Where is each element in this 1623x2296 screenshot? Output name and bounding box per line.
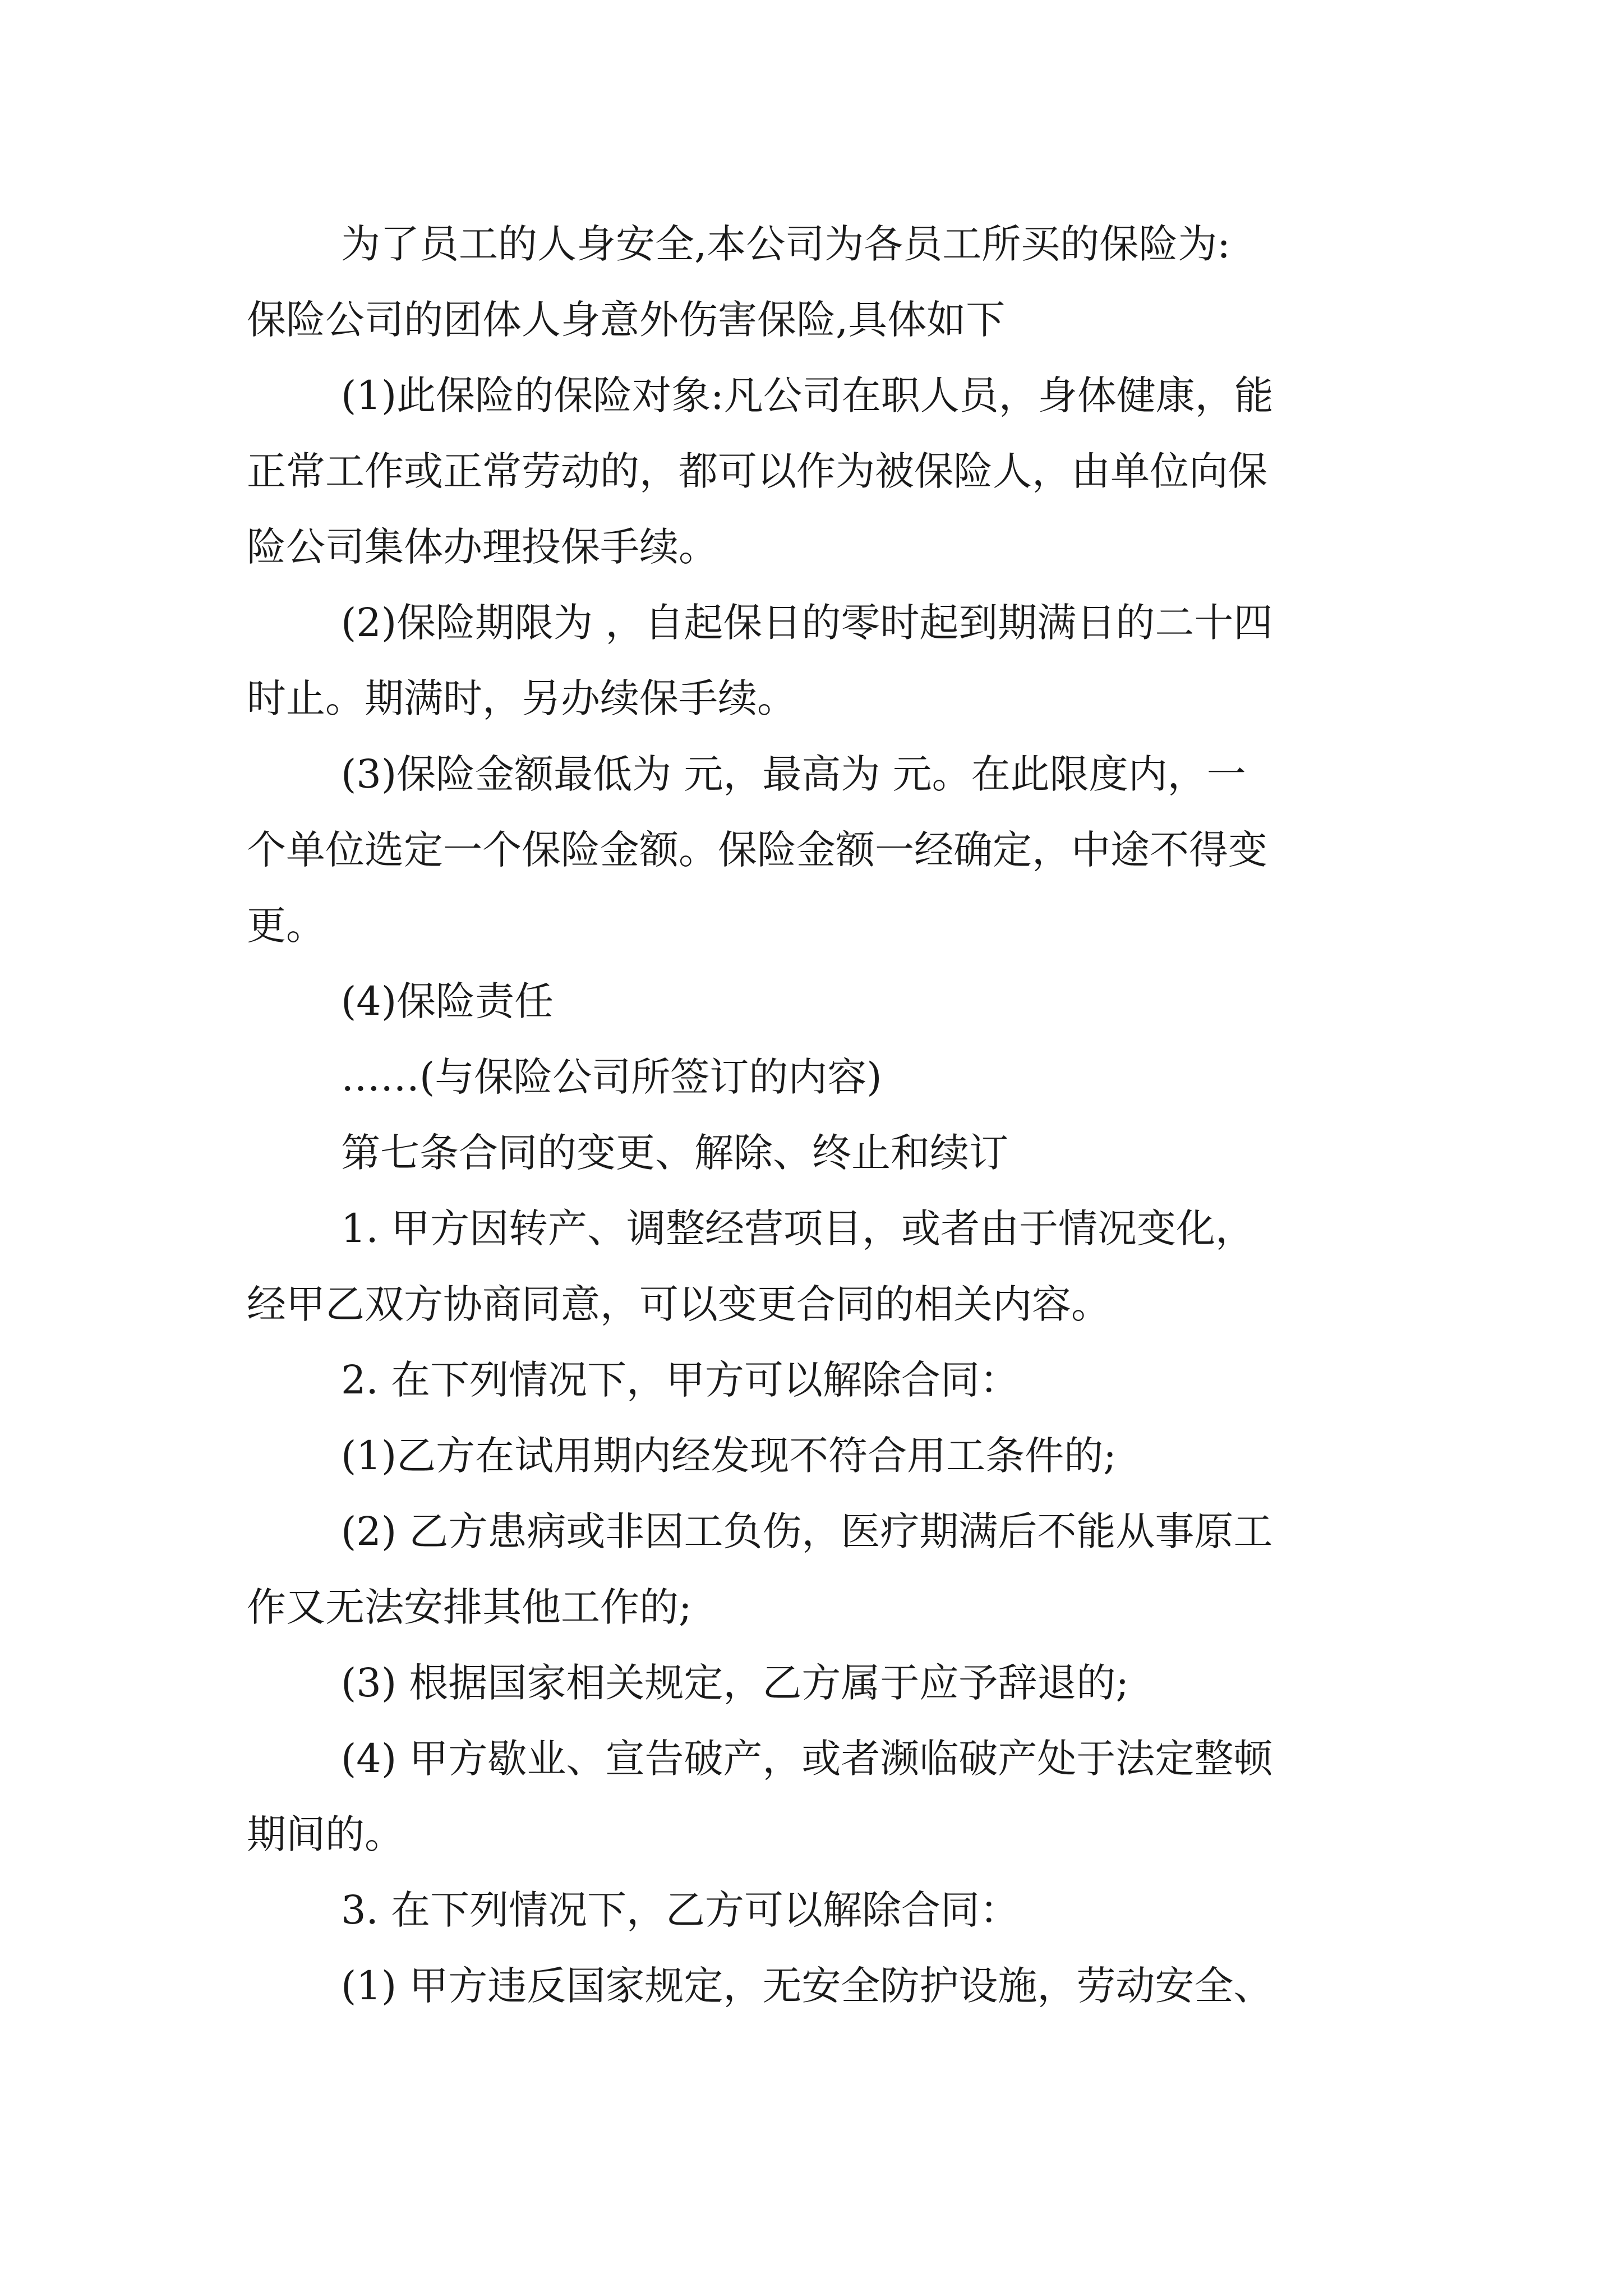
text-line: 作又无法安排其他工作的;	[247, 1584, 692, 1630]
text-line: (3)保险金额最低为 元，最高为 元。在此限度内，一	[341, 751, 1246, 797]
text-line: (2) 乙方患病或非因工负伤，医疗期满后不能从事原工	[341, 1508, 1273, 1554]
text-line: 险公司集体办理投保手续。	[247, 524, 718, 570]
text-line: (4) 甲方歇业、宣告破产，或者濒临破产处于法定整顿	[341, 1736, 1273, 1782]
text-line: 保险公司的团体人身意外伤害保险,具体如下	[247, 297, 1006, 343]
text-line: 更。	[247, 903, 325, 949]
text-line: (1)乙方在试用期内经发现不符合用工条件的;	[341, 1433, 1117, 1479]
text-line: 1. 甲方因转产、调整经营项目，或者由于情况变化，	[341, 1205, 1255, 1251]
text-line: 3. 在下列情况下，乙方可以解除合同：	[341, 1887, 1020, 1933]
text-line: (1)此保险的保险对象:凡公司在职人员，身体健康，能	[341, 372, 1274, 418]
text-line: 经甲乙双方协商同意，可以变更合同的相关内容。	[247, 1281, 1110, 1327]
text-line: 2. 在下列情况下，甲方可以解除合同：	[341, 1357, 1020, 1403]
section-heading: 第七条合同的变更、解除、终止和续订	[341, 1130, 1008, 1176]
text-line: (4)保险责任	[341, 978, 554, 1024]
text-line: 正常工作或正常劳动的，都可以作为被保险人，由单位向保	[247, 448, 1267, 494]
text-line: (1) 甲方违反国家规定，无安全防护设施，劳动安全、	[341, 1963, 1273, 2009]
text-line: 期间的。	[247, 1811, 404, 1857]
text-line: 时止。期满时，另办续保手续。	[247, 675, 796, 721]
text-line: 个单位选定一个保险金额。保险金额一经确定，中途不得变	[247, 827, 1267, 873]
text-line: ……(与保险公司所签订的内容)	[341, 1054, 882, 1100]
text-line: 为了员工的人身安全,本公司为各员工所买的保险为:	[341, 221, 1230, 267]
text-line: (2)保险期限为 ，自起保日的零时起到期满日的二十四	[341, 600, 1273, 646]
text-line: (3) 根据国家相关规定，乙方属于应予辞退的;	[341, 1660, 1129, 1706]
